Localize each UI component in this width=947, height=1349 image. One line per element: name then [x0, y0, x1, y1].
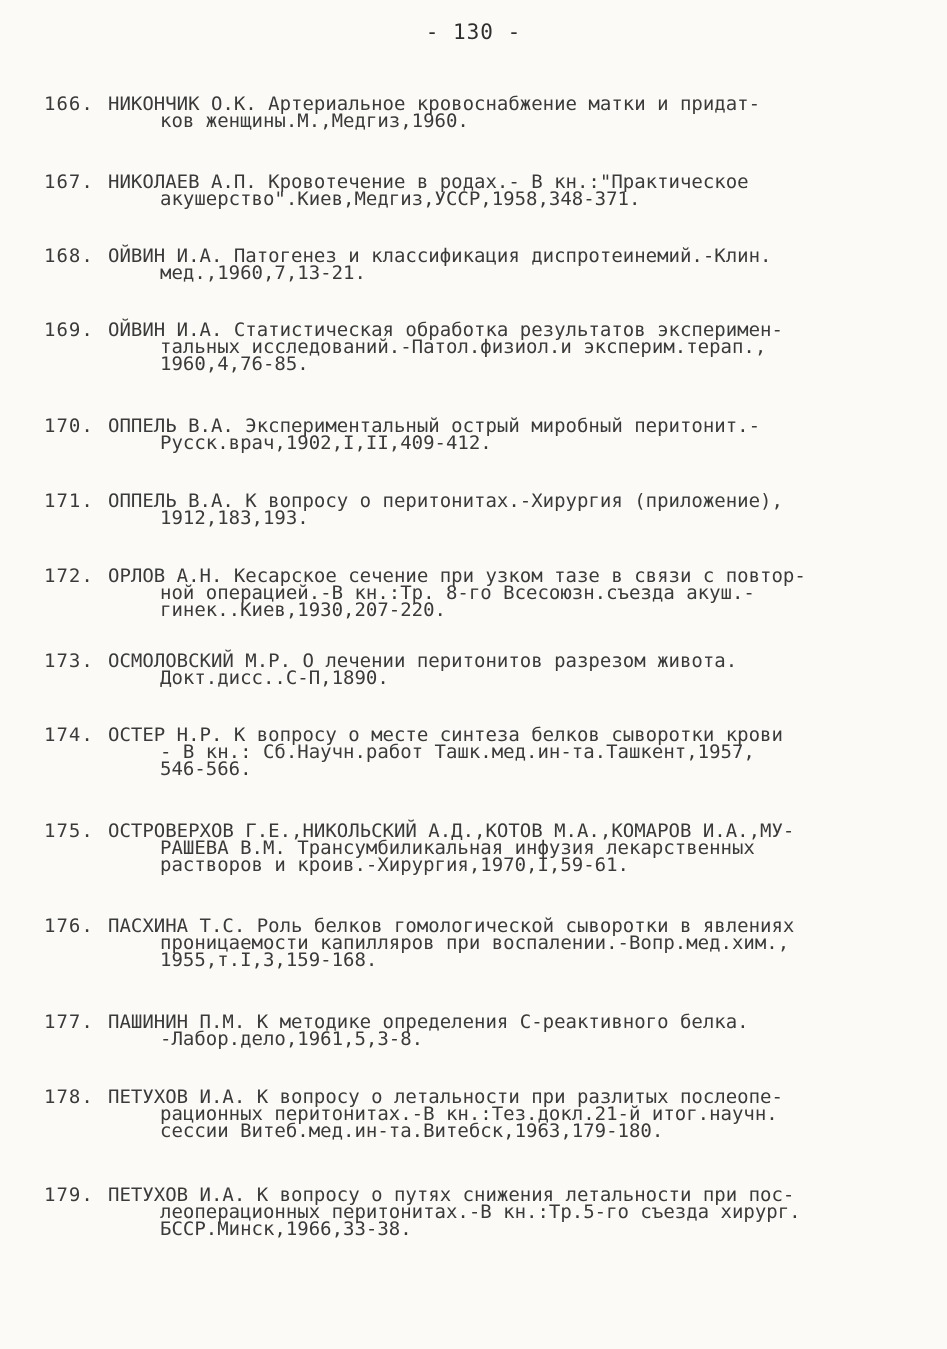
reference-entry [44, 1086, 914, 1142]
entry-text-line: ПАСХИНА Т.С. Роль белков гомологической сыворотки в явлениях [108, 915, 795, 937]
entry-text-line: ОППЕЛЬ В.А. Экспериментальный острый миробный перитонит.- [108, 415, 761, 437]
entry-text-line: ОСТРОВЕРХОВ Г.Е.,НИКОЛЬСКИЙ А.Д.,КОТОВ М.А.,КОМАРОВ И.А.,МУ- [108, 820, 795, 842]
entry-text-line: 1960,4,76-85. [160, 353, 309, 375]
entry-text-line: акушерство".Киев,Медгиз,УССР,1958,348-371. [160, 188, 641, 210]
entry-text-line: -Лабор.дело,1961,5,3-8. [160, 1028, 424, 1050]
entry-text-line: ОЙВИН И.А. Статистическая обработка результатов эксперимен- [108, 319, 783, 341]
entry-text-line: гинек..Киев,1930,207-220. [160, 599, 446, 621]
entry-text-line: ОСТЕР Н.Р. К вопросу о месте синтеза белков сыворотки крови [108, 724, 783, 746]
reference-entry [44, 245, 914, 284]
entry-number: 170. [44, 415, 94, 437]
entry-text-line: ной операцией.-В кн.:Тр. 8-го Всесоюзн.съезда акуш.- [160, 582, 755, 604]
entry-text-line: - В кн.: Сб.Научн.работ Ташк.мед.ин-та.Ташкент,1957, [160, 741, 755, 763]
reference-entry [44, 820, 914, 876]
entry-text-line: ПЕТУХОВ И.А. К вопросу о летальности при разлитых послеопе- [108, 1086, 783, 1108]
reference-entry [44, 915, 914, 971]
entry-text-line: ОСМОЛОВСКИЙ М.Р. О лечении перитонитов разрезом живота. [108, 650, 738, 672]
entry-text-line: ПАШИНИН П.М. К методике определения С-реактивного белка. [108, 1011, 749, 1033]
page-number: - 130 - [425, 20, 522, 44]
entry-text-line: ОППЕЛЬ В.А. К вопросу о перитонитах.-Хирургия (приложение), [108, 490, 783, 512]
entry-text-line: леоперационных перитонитах.-В кн.:Тр.5-го съезда хирург. [160, 1201, 801, 1223]
entry-text-line: растворов и кроив.-Хирургия,1970,I,59-61. [160, 854, 629, 876]
entry-text-line: НИКОЛАЕВ А.П. Кровотечение в родах.- В кн.:"Практическое [108, 171, 749, 193]
entry-number: 168. [44, 245, 94, 267]
entry-text-line: проницаемости капилляров при воспалении.-Вопр.мед.хим., [160, 932, 790, 954]
entry-text-line: ОЙВИН И.А. Патогенез и классификация диспротеинемий.-Клин. [108, 245, 772, 267]
reference-entry [44, 319, 914, 375]
entry-text-line: Русск.врач,1902,I,II,409-412. [160, 432, 492, 454]
reference-entry [44, 490, 914, 529]
reference-entry [44, 1184, 914, 1240]
entry-number: 172. [44, 565, 94, 587]
entry-text-line: ПЕТУХОВ И.А. К вопросу о путях снижения летальности при пос- [108, 1184, 795, 1206]
entry-number: 179. [44, 1184, 94, 1206]
entry-text-line: ОРЛОВ А.Н. Кесарское сечение при узком тазе в связи с повтор- [108, 565, 806, 587]
entry-text-line: БССР.Минск,1966,33-38. [160, 1218, 412, 1240]
entry-text-line: РАШЕВА В.М. Трансумбиликальная инфузия лекарственных [160, 837, 755, 859]
entry-text-line: 546-566. [160, 758, 252, 780]
reference-entry [44, 1011, 914, 1050]
entry-number: 177. [44, 1011, 94, 1033]
entry-number: 176. [44, 915, 94, 937]
entry-text-line: рационных перитонитах.-В кн.:Тез.докл.21-й итог.научн. [160, 1103, 778, 1125]
reference-entry [44, 724, 914, 780]
entry-number: 169. [44, 319, 94, 341]
entry-text-line: тальных исследований.-Патол.физиол.и эксперим.терап., [160, 336, 767, 358]
entry-number: 171. [44, 490, 94, 512]
reference-entry [44, 415, 914, 454]
reference-entry [44, 650, 914, 689]
entry-number: 178. [44, 1086, 94, 1108]
reference-entry [44, 565, 914, 621]
entry-number: 167. [44, 171, 94, 193]
entry-text-line: ков женщины.М.,Медгиз,1960. [160, 110, 469, 132]
entry-number: 173. [44, 650, 94, 672]
entry-text-line: Докт.дисс..С-П,1890. [160, 667, 389, 689]
entry-text-line: НИКОНЧИК О.К. Артериальное кровоснабжение матки и придат- [108, 93, 761, 115]
reference-entry [44, 171, 914, 210]
entry-text-line: мед.,1960,7,13-21. [160, 262, 366, 284]
entry-number: 175. [44, 820, 94, 842]
reference-entry [44, 93, 914, 132]
entry-text-line: 1912,183,193. [160, 507, 309, 529]
entry-text-line: сессии Витеб.мед.ин-та.Витебск,1963,179-180. [160, 1120, 664, 1142]
entry-number: 166. [44, 93, 94, 115]
entry-text-line: 1955,т.I,3,159-168. [160, 949, 378, 971]
entry-number: 174. [44, 724, 94, 746]
